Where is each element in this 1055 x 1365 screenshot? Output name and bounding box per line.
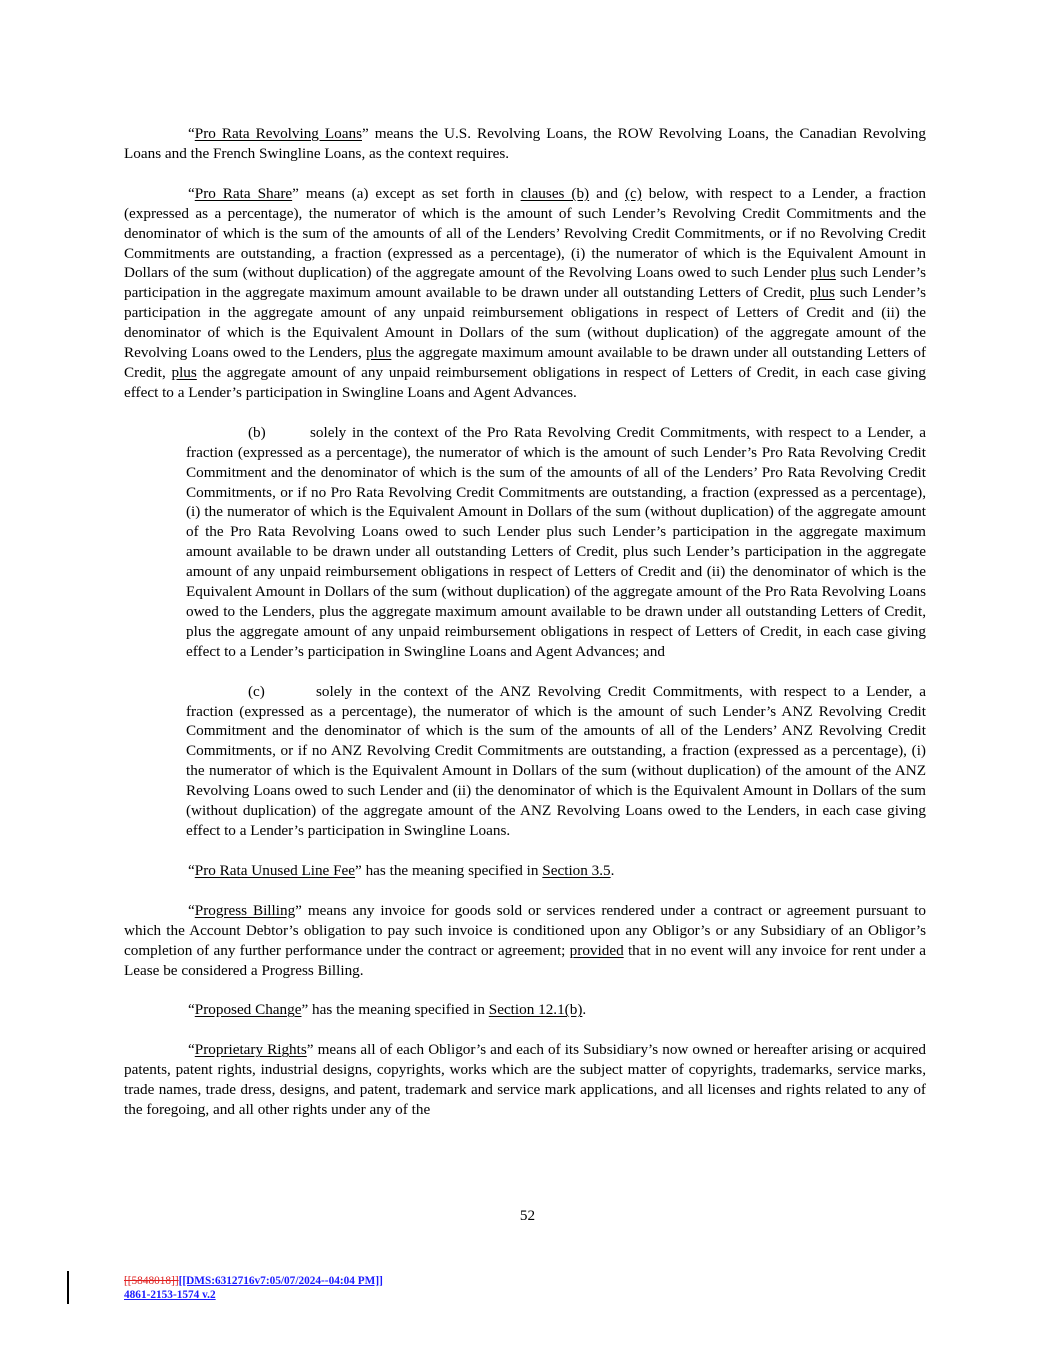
revision-change-bar xyxy=(67,1271,69,1304)
emphasis-plus: plus xyxy=(171,363,197,381)
document-number: 4861-2153-1574 v.2 xyxy=(124,1289,216,1301)
clause-label: (c) xyxy=(248,682,265,700)
emphasis-plus: plus xyxy=(809,284,835,302)
cross-reference: (c) xyxy=(624,184,642,202)
defined-term: Proposed Change xyxy=(194,1001,302,1019)
defined-term: Pro Rata Revolving Loans xyxy=(194,125,362,142)
defined-term: Pro Rata Share xyxy=(194,184,293,202)
definition-proposed-change: “Proposed Change” has the meaning specified in Section 12.1(b). xyxy=(188,1001,587,1019)
clause-b: (b) solely in the context of the Pro Rata Revolving Credit Commitments, with respect to a Lender, a fraction (expressed as a percentage), the numerator of which is the amount of such Lender’s Pro Rata Revolving Credit Commitment and the denominator of which is the sum of the amounts of all of the Lenders’ Pro Rata Revolving Credit Commitments, or if no Pro Rata Revolving Credit Commitments are outstanding, a fraction (expressed as a percentage), (i) the numerator of which is the Equivalent Amount in Dollars of the sum (without duplication) of the aggregate amount of the Pro Rata Revolving Loans owed to such Lender plus such Lender’s participation in the aggregate maximum amount available to be drawn under all outstanding Letters of Credit, plus such Lender’s participation in the aggregate amount of any unpaid reimbursement obligations in respect of Letters of Credit and (ii) the denominator of which is the Equivalent Amount in Dollars of the sum (without duplication) of the aggregate amount of the Pro Rata Revolving Loans owed to the Lenders, plus the aggregate maximum amount available to be drawn under all outstanding Letters of Credit, plus the aggregate amount of any unpaid reimbursement obligations in respect of Letters of Credit, in each case giving effect to a Lender’s participation in Swingline Loans and Agent Advances; and xyxy=(186,423,926,660)
cross-reference: clauses (b) xyxy=(520,184,590,202)
defined-term: Proprietary Rights xyxy=(194,1041,307,1059)
cross-reference: Section 3.5 xyxy=(542,861,611,879)
cross-reference: Section 12.1(b) xyxy=(488,1001,583,1019)
document-footer xyxy=(124,1274,383,1302)
page-number: 52 xyxy=(519,1207,536,1224)
clause-label: (b) xyxy=(248,423,266,441)
emphasis-provided: provided xyxy=(569,941,624,959)
definition-pro-rata-unused-line-fee: “Pro Rata Unused Line Fee” has the meaning specified in Section 3.5. xyxy=(188,861,615,879)
document-body xyxy=(124,124,926,1120)
definition-pro-rata-revolving-loans: “Pro Rata Revolving Loans” means the U.S. Revolving Loans, the ROW Revolving Loans, the Canadian Revolving Loans and the French Swingline Loans, as the context requires. xyxy=(124,125,926,162)
definition-pro-rata-share: “Pro Rata Share” means (a) except as set forth in clauses (b) and (c) below, with respect to a Lender, a fraction (expressed as a percentage), the numerator of which is the amount of such Lender’s Revolving Credit Commitments and the denominator of which is the sum of the amounts of all of the Lenders’ Revolving Credit Commitments, or if no Revolving Credit Commitments are outstanding, a fraction (expressed as a percentage), (i) the numerator of which is the Equivalent Amount in Dollars of the sum (without duplication) of the aggregate amount of the Revolving Loans owed to such Lender plus such Lender’s participation in the aggregate maximum amount available to be drawn under all outstanding Letters of Credit, plus such Lender’s participation in the aggregate amount of any unpaid reimbursement obligations in respect of Letters of Credit and (ii) the denominator of which is the Equivalent Amount in Dollars of the sum (without duplication) of the aggregate amount of the Revolving Loans owed to the Lenders, plus the aggregate maximum amount available to be drawn under all outstanding Letters of Credit, plus the aggregate amount of any unpaid reimbursement obligations in respect of Letters of Credit, in each case giving effect to a Lender’s participation in Swingline Loans and Agent Advances. xyxy=(124,184,927,401)
definition-proprietary-rights: “Proprietary Rights” means all of each Obligor’s and each of its Subsidiary’s now owned or hereafter arising or acquired patents, patent rights, industrial designs, copyrights, works which are the subject matter of copyrights, trademarks, service marks, trade names, trade dress, designs, and patent, trademark and service mark applications, and all licenses and rights related to any of the foregoing, and all other rights under any of the xyxy=(124,1041,926,1119)
emphasis-plus: plus xyxy=(810,264,836,282)
clause-c: (c) solely in the context of the ANZ Revolving Credit Commitments, with respect to a Lender, a fraction (expressed as a percentage), the numerator of which is the amount of such Lender’s ANZ Revolving Credit Commitment and the denominator of which is the sum of the amounts of all of the Lenders’ ANZ Revolving Credit Commitments, or if no ANZ Revolving Credit Commitments are outstanding, a fraction (expressed as a percentage), (i) the numerator of which is the Equivalent Amount in Dollars of the sum (without duplication) of the amount of the ANZ Revolving Loans owed to such Lender and (ii) the denominator of which is the Equivalent Amount in Dollars of the sum (without duplication) of the aggregate amount of the ANZ Revolving Loans owed to the Lenders, in each case giving effect to a Lender’s participation in Swingline Loans. xyxy=(186,682,926,839)
emphasis-plus: plus xyxy=(366,344,392,362)
inserted-document-id: [[DMS:6312716v7:05/07/2024--04:04 PM]] xyxy=(178,1275,383,1287)
deleted-document-id: [[5848018]] xyxy=(124,1275,179,1287)
defined-term: Progress Billing xyxy=(194,901,296,919)
defined-term: Pro Rata Unused Line Fee xyxy=(194,861,356,879)
definition-progress-billing: “Progress Billing” means any invoice for goods sold or services rendered under a contract or agreement pursuant to which the Account Debtor’s obligation to pay such invoice is conditioned upon any Obligor’s or any Subsidiary of an Obligor’s completion of any further performance under the contract or agreement; provided that in no event will any invoice for rent under a Lease be considered a Progress Billing. xyxy=(124,901,927,979)
